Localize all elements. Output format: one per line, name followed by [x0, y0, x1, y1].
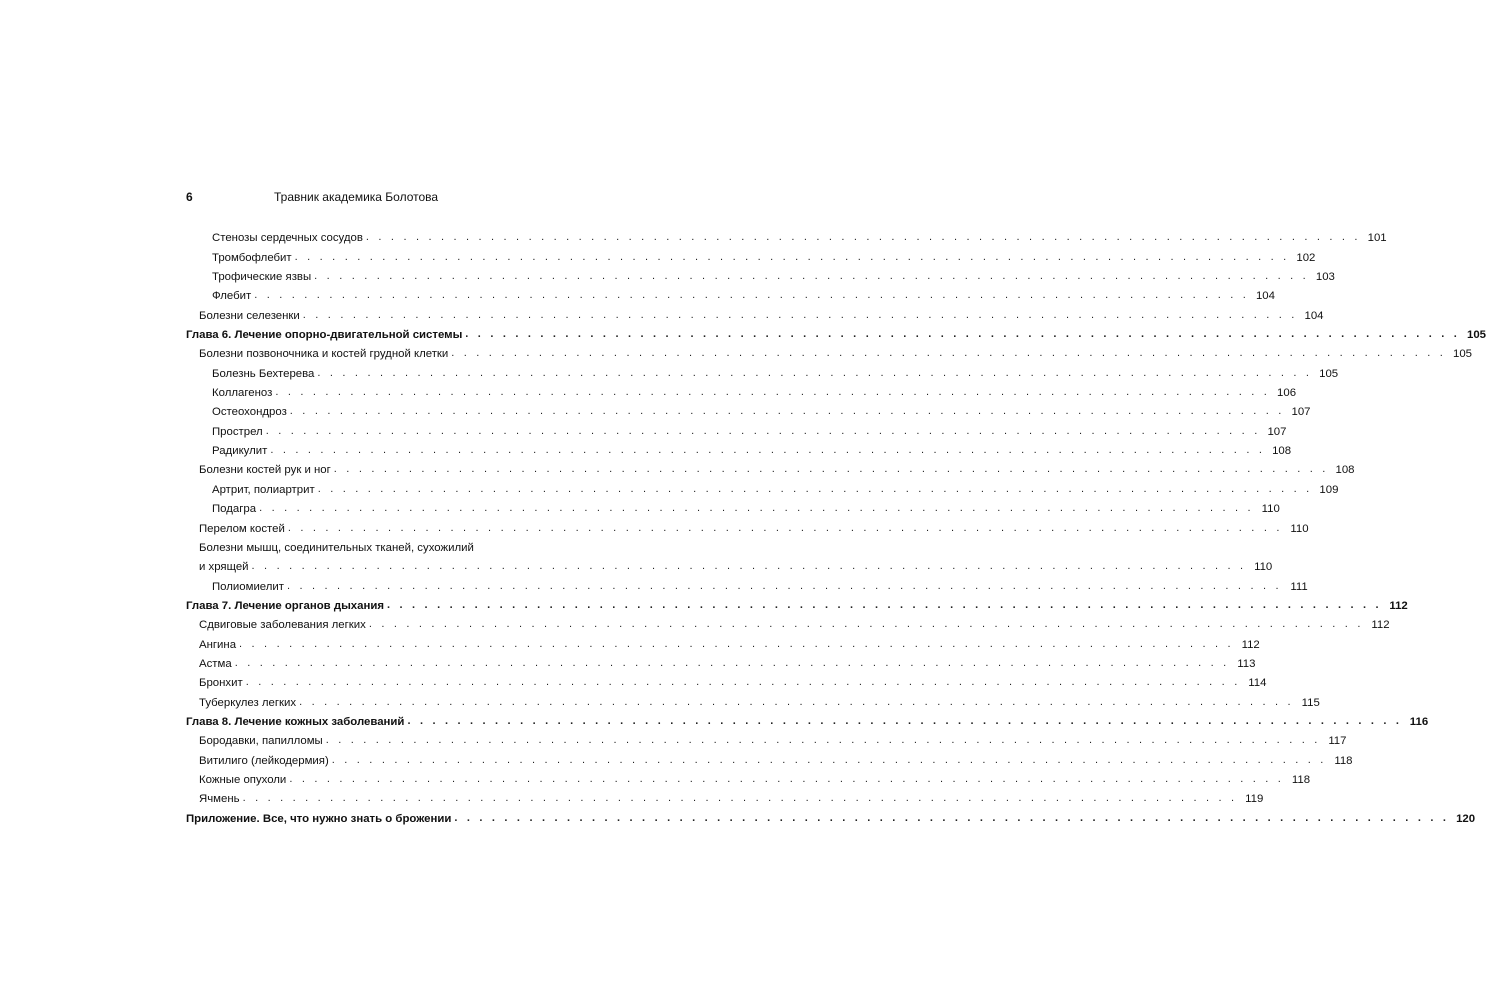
dot-leader: . . . . . . . . . . . . . . . . . . . . . . . . . . . . . . . . . . . . . . . . . . . . . . . . . . . . . . . . . . . . . . . . . . . . . . . . . . . . . . . .: [265, 424, 1261, 437]
toc-entry-label: Витилиго (лейкодермия): [199, 754, 329, 767]
toc-entry: [186, 613, 1390, 632]
toc-entry: [186, 497, 1280, 516]
toc-page-number: 116: [1409, 715, 1429, 728]
dot-leader: . . . . . . . . . . . . . . . . . . . . . . . . . . . . . . . . . . . . . . . . . . . . . . . . . . . . . . . . . . . . . . . . . . . . . . . . . . . . . . . .: [331, 753, 1327, 766]
toc-page-number: 110: [1290, 522, 1309, 535]
toc-entry-line: [186, 536, 516, 555]
toc-entry-label: Глава 6. Лечение опорно-двигательной системы: [186, 329, 463, 342]
dot-leader: . . . . . . . . . . . . . . . . . . . . . . . . . . . . . . . . . . . . . . . . . . . . . . . . . . . . . . . . . . . . . . . . . . . . . . . . . . . . . . . .: [314, 270, 1309, 283]
toc-entry-label: Перелом костей: [199, 522, 285, 535]
toc-entry-label: Бородавки, папилломы: [199, 735, 323, 748]
toc-entry-label: Флебит: [212, 290, 252, 303]
toc-entry: [186, 768, 1311, 787]
toc-entry-label: Ангина: [199, 638, 237, 651]
toc-entry-label: Приложение. Все, что нужно знать о брожении: [186, 812, 452, 825]
toc-entry: [186, 419, 1287, 438]
toc-entry-label: Кожные опухоли: [199, 773, 287, 786]
toc-entry-label: Артрит, полиартрит: [212, 483, 315, 496]
dot-leader: . . . . . . . . . . . . . . . . . . . . . . . . . . . . . . . . . . . . . . . . . . . . . . . . . . . . . . . . . . . . . . . . . . . . . . . . . . . . . . . .: [465, 328, 1461, 341]
toc-entry: [186, 632, 1260, 651]
toc-entry-label: Глава 8. Лечение кожных заболеваний: [186, 715, 405, 728]
dot-leader: . . . . . . . . . . . . . . . . . . . . . . . . . . . . . . . . . . . . . . . . . . . . . . . . . . . . . . . . . . . . . . . . . . . . . . . . . . . . . . . .: [259, 502, 1254, 515]
toc-page-number: 103: [1315, 271, 1335, 284]
toc-page-number: 110: [1254, 561, 1273, 574]
toc-page-number: 114: [1248, 677, 1267, 690]
toc-entry: [186, 265, 1335, 284]
toc-entry-label: Остеохондроз: [212, 406, 287, 419]
toc-page-number: 113: [1237, 657, 1256, 670]
dot-leader: . . . . . . . . . . . . . . . . . . . . . . . . . . . . . . . . . . . . . . . . . . . . . . . . . . . . . . . . . . . . . . . . . . . . . . . . . . . . . . . .: [454, 811, 1450, 824]
dot-leader: . . . . . . . . . . . . . . . . . . . . . . . . . . . . . . . . . . . . . . . . . . . . . . . . . . . . . . . . . . . . . . . . . . . . . . . . . . . . . . . .: [234, 656, 1230, 669]
toc-chapter: [186, 323, 1486, 342]
dot-leader: . . . . . . . . . . . . . . . . . . . . . . . . . . . . . . . . . . . . . . . . . . . . . . . . . . . . . . . . . . . . . . . . . . . . . . . . . . . . . . . .: [242, 792, 1238, 805]
toc-entry: [186, 303, 1324, 322]
toc-entry: [186, 400, 1311, 419]
toc-entry-label: Полиомиелит: [212, 580, 284, 593]
dot-leader: . . . . . . . . . . . . . . . . . . . . . . . . . . . . . . . . . . . . . . . . . . . . . . . . . . . . . . . . . . . . . . . . . . . . . . . . . . . . . . . .: [407, 714, 1403, 727]
dot-leader: . . . . . . . . . . . . . . . . . . . . . . . . . . . . . . . . . . . . . . . . . . . . . . . . . . . . . . . . . . . . . . . . . . . . . . . . . . . . . . . .: [333, 463, 1329, 476]
dot-leader: . . . . . . . . . . . . . . . . . . . . . . . . . . . . . . . . . . . . . . . . . . . . . . . . . . . . . . . . . . . . . . . . . . . . . . . . . . . . . . . .: [451, 347, 1446, 360]
toc-entry: [186, 226, 1387, 245]
toc-entry: [186, 342, 1472, 361]
toc-page-number: 115: [1301, 696, 1320, 709]
toc-entry: [186, 284, 1275, 303]
toc-page-number: 107: [1291, 406, 1311, 419]
table-of-contents: [186, 226, 1486, 826]
toc-page-number: 118: [1334, 754, 1353, 767]
toc-page-number: 105: [1467, 329, 1486, 342]
toc-page-number: 112: [1241, 638, 1260, 651]
dot-leader: . . . . . . . . . . . . . . . . . . . . . . . . . . . . . . . . . . . . . . . . . . . . . . . . . . . . . . . . . . . . . . . . . . . . . . . . . . . . . . . .: [289, 405, 1285, 418]
toc-entry: [186, 458, 1355, 477]
toc-entry-label: Прострел: [212, 425, 263, 438]
toc-entry-label: Трофические язвы: [212, 271, 312, 284]
toc-entry: [186, 361, 1339, 380]
toc-page-number: 117: [1328, 735, 1347, 748]
toc-entry-label: Тромбофлебит: [212, 251, 292, 264]
toc-entry: [186, 748, 1353, 767]
toc-entry-label: Болезнь Бехтерева: [212, 367, 315, 380]
dot-leader: . . . . . . . . . . . . . . . . . . . . . . . . . . . . . . . . . . . . . . . . . . . . . . . . . . . . . . . . . . . . . . . . . . . . . . . . . . . . . . . .: [294, 250, 1290, 263]
toc-entry-label: Болезни позвоночника и костей грудной клетки: [199, 348, 449, 361]
toc-page-number: 107: [1267, 425, 1287, 438]
dot-leader: . . . . . . . . . . . . . . . . . . . . . . . . . . . . . . . . . . . . . . . . . . . . . . . . . . . . . . . . . . . . . . . . . . . . . . . . . . . . . . . .: [302, 308, 1298, 321]
toc-chapter: [186, 594, 1408, 613]
toc-entry: [186, 381, 1297, 400]
dot-leader: . . . . . . . . . . . . . . . . . . . . . . . . . . . . . . . . . . . . . . . . . . . . . . . . . . . . . . . . . . . . . . . . . . . . . . . . . . . . . . . .: [299, 695, 1294, 708]
toc-chapter: [186, 710, 1429, 729]
toc-entry-label: Болезни мышц, соединительных тканей, сухожилий: [199, 541, 474, 554]
running-header: [186, 190, 516, 210]
toc-entry-label: Радикулит: [212, 445, 268, 458]
toc-page-number: 101: [1367, 232, 1387, 245]
toc-entry-label: Стенозы сердечных сосудов: [212, 232, 363, 245]
toc-page-number: 111: [1290, 580, 1308, 593]
toc-page-number: 104: [1304, 309, 1324, 322]
page-number: 6: [186, 190, 193, 204]
dot-leader: . . . . . . . . . . . . . . . . . . . . . . . . . . . . . . . . . . . . . . . . . . . . . . . . . . . . . . . . . . . . . . . . . . . . . . . . . . . . . . . .: [270, 444, 1266, 457]
toc-entry-label: Болезни селезенки: [199, 309, 300, 322]
toc-entry-label: Глава 7. Лечение органов дыхания: [186, 599, 385, 612]
toc-page-number: 109: [1319, 483, 1339, 496]
toc-entry: [186, 729, 1347, 748]
toc-entry-label: Ячмень: [199, 793, 240, 806]
toc-entry: [186, 555, 1273, 574]
dot-leader: . . . . . . . . . . . . . . . . . . . . . . . . . . . . . . . . . . . . . . . . . . . . . . . . . . . . . . . . . . . . . . . . . . . . . . . . . . . . . . . .: [317, 482, 1313, 495]
dot-leader: . . . . . . . . . . . . . . . . . . . . . . . . . . . . . . . . . . . . . . . . . . . . . . . . . . . . . . . . . . . . . . . . . . . . . . . . . . . . . . . .: [245, 676, 1241, 689]
toc-entry: [186, 245, 1316, 264]
dot-leader: . . . . . . . . . . . . . . . . . . . . . . . . . . . . . . . . . . . . . . . . . . . . . . . . . . . . . . . . . . . . . . . . . . . . . . . . . . . . . . . .: [254, 289, 1249, 302]
dot-leader: . . . . . . . . . . . . . . . . . . . . . . . . . . . . . . . . . . . . . . . . . . . . . . . . . . . . . . . . . . . . . . . . . . . . . . . . . . . . . . . .: [368, 618, 1364, 631]
toc-page-number: 105: [1452, 348, 1472, 361]
toc-page-number: 112: [1389, 599, 1408, 612]
toc-chapter: [186, 806, 1476, 825]
toc-entry-label: Болезни костей рук и ног: [199, 464, 331, 477]
toc-entry: [186, 516, 1309, 535]
toc-entry: [186, 574, 1308, 593]
dot-leader: . . . . . . . . . . . . . . . . . . . . . . . . . . . . . . . . . . . . . . . . . . . . . . . . . . . . . . . . . . . . . . . . . . . . . . . . . . . . . . . .: [251, 560, 1247, 573]
book-title: Травник академика Болотова: [274, 190, 439, 204]
dot-leader: . . . . . . . . . . . . . . . . . . . . . . . . . . . . . . . . . . . . . . . . . . . . . . . . . . . . . . . . . . . . . . . . . . . . . . . . . . . . . . . .: [289, 772, 1285, 785]
toc-page-number: 110: [1261, 503, 1280, 516]
toc-entry-label: Подагра: [212, 503, 257, 516]
toc-page-number: 118: [1291, 773, 1311, 786]
toc-entry: [186, 439, 1292, 458]
toc-entry: [186, 477, 1339, 496]
toc-entry-label: Астма: [199, 657, 232, 670]
dot-leader: . . . . . . . . . . . . . . . . . . . . . . . . . . . . . . . . . . . . . . . . . . . . . . . . . . . . . . . . . . . . . . . . . . . . . . . . . . . . . . . .: [287, 579, 1282, 592]
dot-leader: . . . . . . . . . . . . . . . . . . . . . . . . . . . . . . . . . . . . . . . . . . . . . . . . . . . . . . . . . . . . . . . . . . . . . . . . . . . . . . . .: [287, 521, 1283, 534]
toc-page-number: 108: [1272, 445, 1292, 458]
toc-entry: [186, 690, 1320, 709]
dot-leader: . . . . . . . . . . . . . . . . . . . . . . . . . . . . . . . . . . . . . . . . . . . . . . . . . . . . . . . . . . . . . . . . . . . . . . . . . . . . . . . .: [325, 734, 1321, 747]
toc-entry: [186, 652, 1256, 671]
toc-entry-label: и хрящей: [199, 561, 249, 574]
toc-page-number: 108: [1335, 464, 1355, 477]
toc-entry-label: Сдвиговые заболевания легких: [199, 619, 366, 632]
toc-page-number: 104: [1255, 290, 1275, 303]
dot-leader: . . . . . . . . . . . . . . . . . . . . . . . . . . . . . . . . . . . . . . . . . . . . . . . . . . . . . . . . . . . . . . . . . . . . . . . . . . . . . . . .: [365, 231, 1361, 244]
dot-leader: . . . . . . . . . . . . . . . . . . . . . . . . . . . . . . . . . . . . . . . . . . . . . . . . . . . . . . . . . . . . . . . . . . . . . . . . . . . . . . . .: [387, 598, 1382, 611]
toc-page-number: 102: [1296, 251, 1316, 264]
dot-leader: . . . . . . . . . . . . . . . . . . . . . . . . . . . . . . . . . . . . . . . . . . . . . . . . . . . . . . . . . . . . . . . . . . . . . . . . . . . . . . . .: [275, 386, 1271, 399]
toc-entry-label: Коллагеноз: [212, 387, 273, 400]
toc-entry-label: Туберкулез легких: [199, 696, 297, 709]
toc-page-number: 105: [1319, 367, 1339, 380]
toc-page-number: 106: [1277, 387, 1297, 400]
toc-entry-label: Бронхит: [199, 677, 243, 690]
toc-page-number: 120: [1456, 812, 1476, 825]
toc-entry: [186, 787, 1264, 806]
toc-entry: [186, 671, 1267, 690]
dot-leader: . . . . . . . . . . . . . . . . . . . . . . . . . . . . . . . . . . . . . . . . . . . . . . . . . . . . . . . . . . . . . . . . . . . . . . . . . . . . . . . .: [317, 366, 1313, 379]
toc-page-number: 119: [1245, 793, 1264, 806]
toc-page-number: 112: [1371, 619, 1390, 632]
dot-leader: . . . . . . . . . . . . . . . . . . . . . . . . . . . . . . . . . . . . . . . . . . . . . . . . . . . . . . . . . . . . . . . . . . . . . . . . . . . . . . . .: [239, 637, 1234, 650]
